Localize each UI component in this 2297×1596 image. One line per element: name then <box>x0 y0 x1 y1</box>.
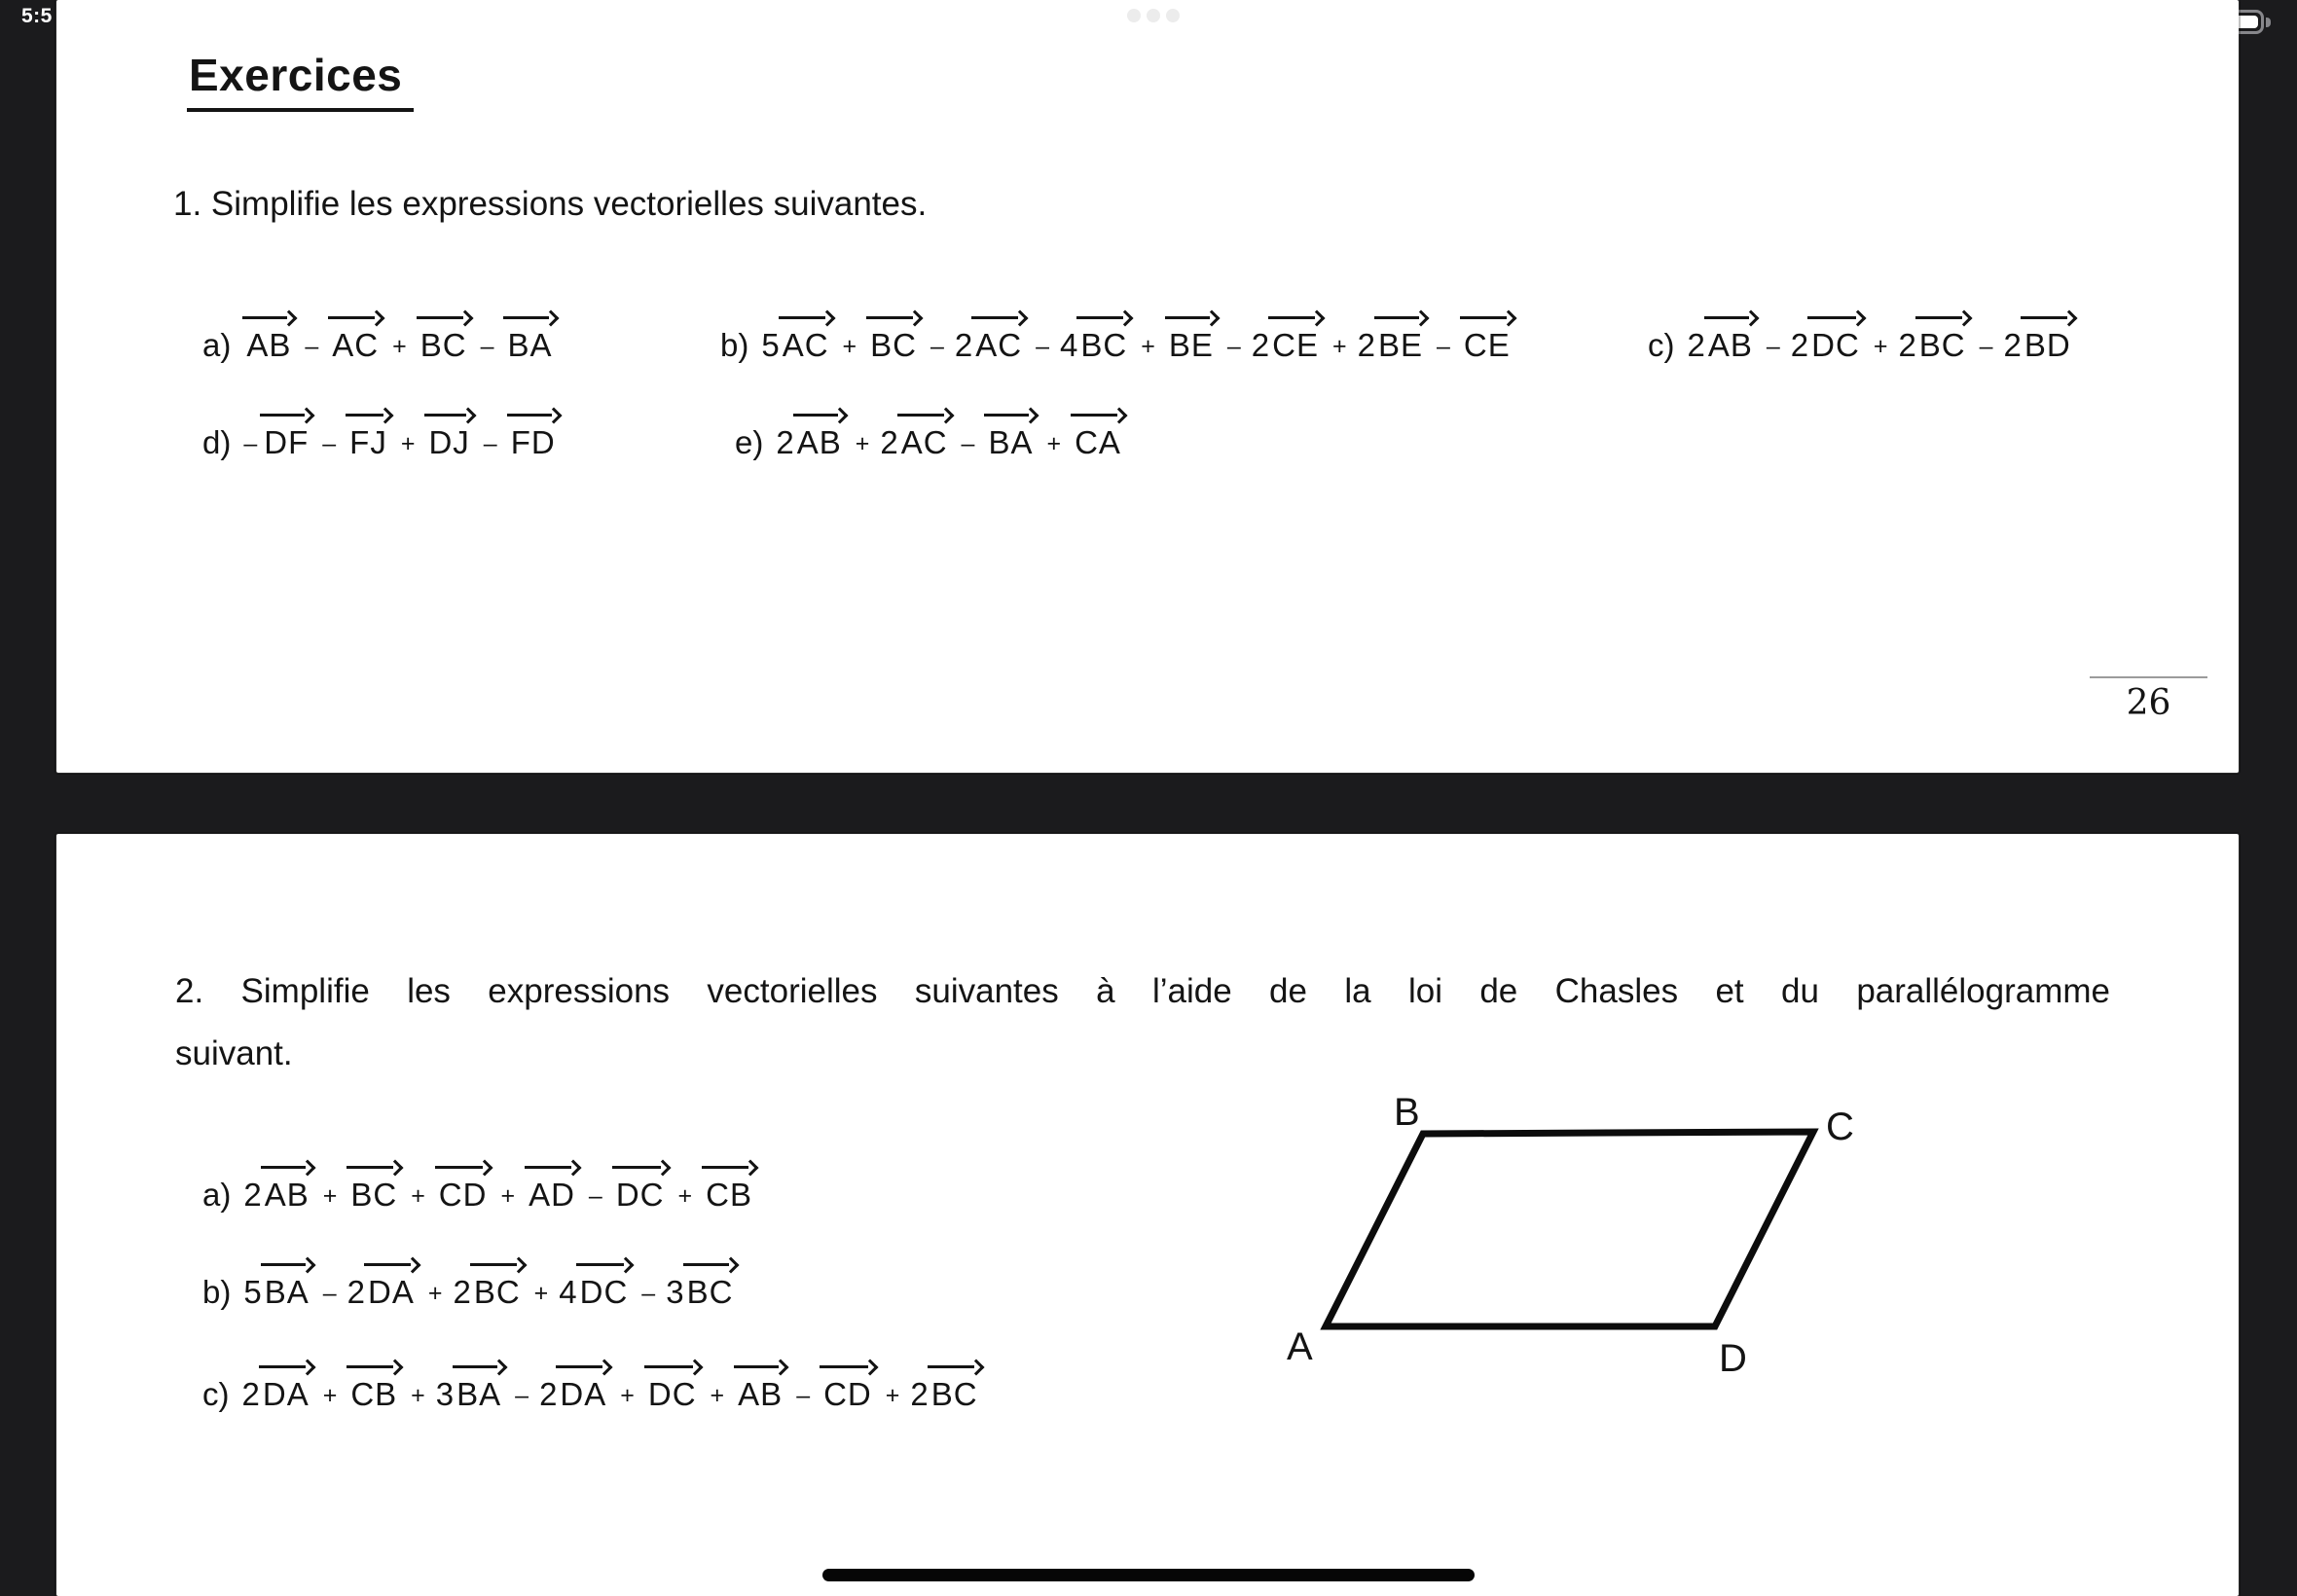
vector-term <box>243 327 294 364</box>
page-title: Exercices <box>187 49 414 112</box>
coefficient: 3 <box>666 1274 684 1310</box>
dot <box>1147 9 1160 22</box>
vector-term <box>1072 424 1124 461</box>
expression-label: c) <box>1648 327 1675 363</box>
vector-letters: BA <box>454 1376 504 1413</box>
expression-2c <box>202 1376 981 1413</box>
operator: + <box>411 1182 425 1210</box>
vector-term <box>613 1177 668 1214</box>
vector-letters: BC <box>684 1274 737 1311</box>
vector-letters: CA <box>1072 424 1124 461</box>
vector-letters: CD <box>436 1177 491 1214</box>
vector-letters: DA <box>365 1274 418 1311</box>
question-2-text-line1: 2. Simplifie les expressions vectorielles suivantes à l’aide de la loi de Chasles et du parallélogramme <box>175 972 2110 1010</box>
vector-term <box>761 327 831 364</box>
vector-letters: DF <box>261 424 311 461</box>
vector-letters: AC <box>898 424 951 461</box>
status-time: 5:5 <box>21 5 53 27</box>
operator: + <box>427 1280 443 1307</box>
operator: – <box>243 430 258 457</box>
operator: + <box>1331 333 1347 360</box>
vertex-label-b: B <box>1394 1091 1420 1134</box>
operator: – <box>322 430 337 457</box>
operator: + <box>885 1382 900 1409</box>
operator: + <box>500 1182 516 1210</box>
operator: + <box>411 1382 425 1409</box>
vector-letters: AC <box>972 327 1025 364</box>
expression-label: b) <box>720 327 749 363</box>
dot <box>1166 9 1180 22</box>
vector-term <box>347 1376 400 1413</box>
vector-letters: AB <box>1705 327 1756 364</box>
vector-letters: DC <box>1808 327 1863 364</box>
parallelogram-figure <box>1254 1077 1896 1398</box>
vector-letters: CE <box>1461 327 1513 364</box>
vector-letters: BA <box>504 327 555 364</box>
coefficient: 2 <box>880 424 898 460</box>
coefficient: 4 <box>1060 327 1078 363</box>
vector-letters: BE <box>1166 327 1217 364</box>
vector-term <box>2004 327 2074 364</box>
vector-term <box>776 424 844 461</box>
document-page-2 <box>56 834 2239 1596</box>
operator: – <box>480 333 494 360</box>
operator: + <box>533 1280 549 1307</box>
operator: + <box>677 1182 693 1210</box>
vector-term <box>955 327 1025 364</box>
operator: + <box>710 1382 725 1409</box>
vector-letters: CD <box>820 1376 875 1413</box>
page-number-rule <box>2090 676 2207 678</box>
vector-term <box>436 1177 491 1214</box>
home-indicator[interactable] <box>822 1569 1475 1581</box>
vector-term <box>703 1177 755 1214</box>
vector-letters: AC <box>780 327 832 364</box>
vector-term <box>880 424 950 461</box>
document-page-1 <box>56 0 2239 773</box>
parallelogram-outline <box>1326 1132 1813 1326</box>
coefficient: 2 <box>1898 327 1916 363</box>
vector-term <box>1358 327 1426 364</box>
expression-1a <box>202 327 556 364</box>
vector-letters: DJ <box>425 424 472 461</box>
vector-term <box>347 1274 418 1311</box>
operator: – <box>1979 333 1993 360</box>
operator: + <box>1046 430 1062 457</box>
expression-label: e) <box>735 424 764 460</box>
vector-term <box>559 1274 631 1311</box>
vector-letters: BC <box>471 1274 524 1311</box>
vector-term <box>1166 327 1217 364</box>
vector-letters: BC <box>867 327 920 364</box>
vector-term <box>526 1177 578 1214</box>
expression-1c <box>1648 327 2074 364</box>
vector-letters: AD <box>526 1177 578 1214</box>
vector-letters: AC <box>329 327 382 364</box>
vector-term <box>261 424 311 461</box>
coefficient: 5 <box>243 1274 262 1310</box>
coefficient: 2 <box>539 1376 558 1412</box>
coefficient: 2 <box>241 1376 260 1412</box>
expression-label: b) <box>202 1274 232 1310</box>
vector-term <box>329 327 382 364</box>
coefficient: 3 <box>435 1376 455 1412</box>
vector-term <box>1060 327 1130 364</box>
coefficient: 2 <box>954 327 973 363</box>
vector-letters: BC <box>1916 327 1969 364</box>
operator: – <box>1436 333 1450 360</box>
expression-label: a) <box>202 327 232 363</box>
vector-letters: DA <box>260 1376 312 1413</box>
operator: + <box>322 1382 338 1409</box>
vector-letters: BC <box>418 327 470 364</box>
coefficient: 2 <box>1790 327 1809 363</box>
operator: + <box>400 430 416 457</box>
coefficient: 4 <box>559 1274 577 1310</box>
vector-letters: AB <box>794 424 845 461</box>
operator: + <box>855 430 870 457</box>
expression-label: a) <box>202 1177 232 1213</box>
vector-term <box>1898 327 1968 364</box>
operator: – <box>322 1280 337 1307</box>
operator: + <box>1141 333 1155 360</box>
operator: – <box>515 1382 529 1409</box>
operator: + <box>392 333 407 360</box>
vector-letters: AB <box>262 1177 312 1214</box>
vector-letters: CE <box>1269 327 1322 364</box>
vector-letters: BA <box>262 1274 312 1311</box>
vector-letters: AB <box>243 327 294 364</box>
operator: – <box>1036 333 1050 360</box>
coefficient: 2 <box>1357 327 1375 363</box>
expression-1d <box>202 424 559 461</box>
vector-term <box>820 1376 875 1413</box>
coefficient: 2 <box>2003 327 2022 363</box>
operator: + <box>842 333 857 360</box>
vector-term <box>645 1376 700 1413</box>
vector-term <box>243 1274 311 1311</box>
question-2-text-line2: suivant. <box>175 1034 293 1072</box>
multitasking-dots-icon[interactable] <box>1127 9 1180 22</box>
expression-2b <box>202 1274 736 1311</box>
operator: – <box>641 1280 656 1307</box>
vector-letters: BA <box>985 424 1036 461</box>
operator: – <box>1226 333 1241 360</box>
vector-letters: AB <box>735 1376 785 1413</box>
expression-label: d) <box>202 424 232 460</box>
vector-letters: BE <box>1375 327 1426 364</box>
coefficient: 2 <box>346 1274 365 1310</box>
vector-term <box>666 1274 736 1311</box>
vector-letters: DC <box>613 1177 668 1214</box>
vector-term <box>1252 327 1322 364</box>
vertex-label-d: D <box>1719 1337 1747 1380</box>
operator: – <box>796 1382 811 1409</box>
vector-term <box>243 1177 311 1214</box>
vector-term <box>539 1376 609 1413</box>
vector-term <box>867 327 920 364</box>
operator: + <box>322 1182 338 1210</box>
coefficient: 2 <box>1251 327 1270 363</box>
dot <box>1127 9 1141 22</box>
vector-letters: BC <box>1077 327 1130 364</box>
operator: + <box>620 1382 635 1409</box>
vector-letters: BD <box>2022 327 2074 364</box>
vertex-label-c: C <box>1826 1106 1854 1148</box>
operator: – <box>588 1182 602 1210</box>
coefficient: 2 <box>243 1177 262 1213</box>
vector-letters: DC <box>645 1376 700 1413</box>
question-1-text: 1. Simplifie les expressions vectorielles suivantes. <box>173 185 928 223</box>
vector-term <box>453 1274 523 1311</box>
coefficient: 2 <box>776 424 794 460</box>
vector-term <box>418 327 470 364</box>
coefficient: 2 <box>453 1274 471 1310</box>
vector-letters: BC <box>347 1177 400 1214</box>
vector-letters: FD <box>508 424 559 461</box>
operator: + <box>1873 333 1888 360</box>
coefficient: 2 <box>910 1376 929 1412</box>
vector-term <box>242 1376 312 1413</box>
vector-term <box>1688 327 1756 364</box>
vector-term <box>504 327 555 364</box>
vector-term <box>346 424 390 461</box>
vector-letters: CB <box>347 1376 400 1413</box>
vector-letters: DA <box>557 1376 609 1413</box>
vector-letters: CB <box>703 1177 755 1214</box>
vector-term <box>436 1376 504 1413</box>
vector-term <box>1461 327 1513 364</box>
expression-2a <box>202 1177 755 1214</box>
page-number: 26 <box>2126 683 2171 723</box>
vector-letters: BC <box>929 1376 981 1413</box>
vector-letters: DC <box>577 1274 632 1311</box>
operator: – <box>930 333 944 360</box>
expression-label: c) <box>202 1376 230 1412</box>
vector-term <box>735 1376 785 1413</box>
vertex-label-a: A <box>1287 1325 1313 1368</box>
vector-term <box>985 424 1036 461</box>
vector-term <box>910 1376 980 1413</box>
vector-term <box>508 424 559 461</box>
coefficient: 2 <box>1687 327 1705 363</box>
operator: – <box>483 430 497 457</box>
expression-1e <box>735 424 1124 461</box>
operator: – <box>305 333 319 360</box>
vector-letters: FJ <box>346 424 390 461</box>
expression-1b <box>720 327 1513 364</box>
operator: – <box>1766 333 1780 360</box>
vector-term <box>1791 327 1863 364</box>
vector-term <box>347 1177 400 1214</box>
operator: – <box>961 430 975 457</box>
coefficient: 5 <box>761 327 780 363</box>
vector-term <box>425 424 472 461</box>
battery-tip <box>2266 18 2271 27</box>
